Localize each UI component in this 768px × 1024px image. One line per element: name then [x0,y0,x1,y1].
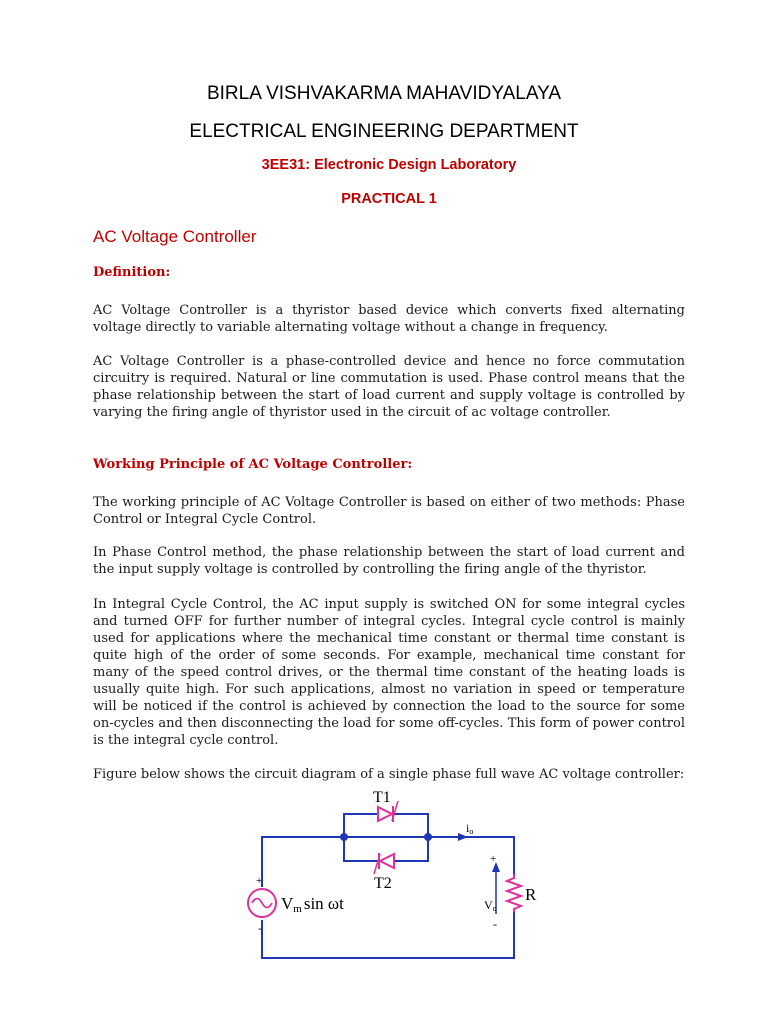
current-label: io [466,821,474,836]
course-heading: 3EE31: Electronic Design Laboratory [261,157,517,173]
working-paragraph-3: In Integral Cycle Control, the AC input supply is switched ON for some integral cycles and turned OFF for further number of integral cycles. Integral cycle control is mainly used for applications where the mechanical time constant or thermal time constant is quite high of the order of some seconds. For example, mechanical time constant for many of the speed control drives, or the thermal time constant of the heating loads is usually quite high. For such applications, almost no variation in speed or temperature will be noticed if the control is achieved by connection the load to the source for some on-cycles and then disconnecting the load for some off-cycles. This form of power control is the integral cycle control. [93,597,685,748]
voltage-label: Vo [484,898,497,913]
junction-right [424,833,432,841]
thyristor-t2-icon [374,853,394,874]
institution-heading: BIRLA VISHVAKARMA MAHAVIDYALAYA [206,83,562,104]
voltage-minus-sign: - [493,917,497,931]
working-principle-heading: Working Principle of AC Voltage Controller: [93,457,413,472]
t2-label: T2 [374,875,392,892]
resistor-label: R [525,885,537,904]
definition-heading: Definition: [93,265,171,280]
practical-heading: PRACTICAL 1 [341,191,437,207]
ac-source-icon [248,889,276,917]
voltage-plus-sign: + [490,853,497,865]
source-minus-sign: - [258,921,262,935]
definition-paragraph-2: AC Voltage Controller is a phase-controlled device and hence no force commutation circuitry is required. Natural or line commutation is used. Phase control means that the phase relationship between the start of load current and supply voltage is controlled by varying the firing angle of thyristor used in the circuit of ac voltage controller. [93,354,685,420]
source-plus-sign: + [256,875,263,887]
working-paragraph-2: In Phase Control method, the phase relationship between the start of load current and the input supply voltage is controlled by controlling the firing angle of the thyristor. [93,545,685,577]
resistor-r-icon [507,874,521,912]
page-title: AC Voltage Controller [93,227,257,246]
source-label: Vm sin ωt [281,894,344,915]
working-paragraph-1: The working principle of AC Voltage Controller is based on either of two methods: Phase Control or Integral Cycle Control. [93,495,685,527]
t1-label: T1 [373,789,391,806]
definition-paragraph-1: AC Voltage Controller is a thyristor based device which converts fixed alternating voltage directly to variable alternating voltage without a change in frequency. [93,303,685,335]
department-heading: ELECTRICAL ENGINEERING DEPARTMENT [189,121,579,142]
junction-left [340,833,348,841]
working-paragraph-4: Figure below shows the circuit diagram of a single phase full wave AC voltage controller: [93,767,685,782]
circuit-diagram [230,782,540,972]
